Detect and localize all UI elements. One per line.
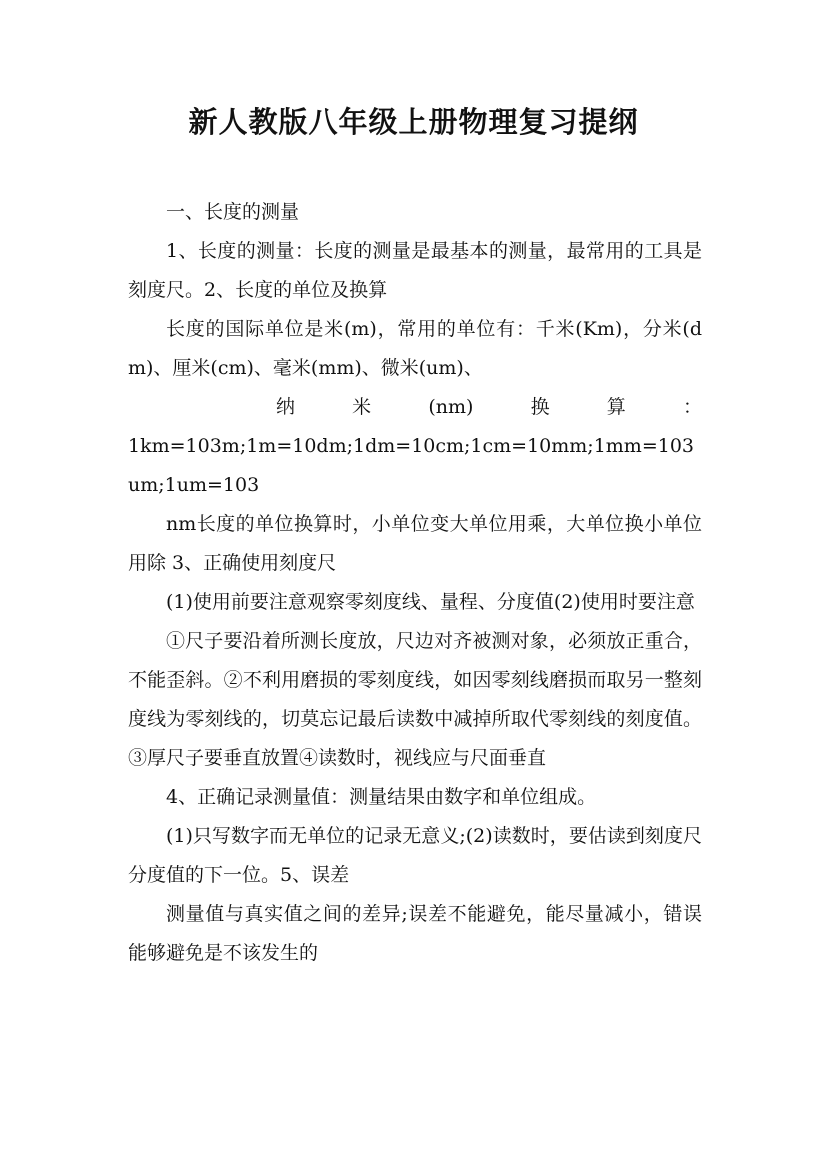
paragraph-usage-notes: ①尺子要沿着所测长度放，尺边对齐被测对象，必须放正重合，不能歪斜。②不利用磨损的零刻度线，如因零刻线磨损而取另一整刻度线为零刻线的，切莫忘记最后读数中减掉所取代零刻线的刻度值。③厚尺子要垂直放置④读数时，视线应与尺面垂直 [128, 630, 702, 769]
paragraph-record-values: 4、正确记录测量值：测量结果由数字和单位组成。 [166, 786, 597, 808]
document-title: 新人教版八年级上册物理复习提纲 [188, 105, 639, 139]
conversion-word-6: ： [682, 396, 702, 418]
paragraph-units: 长度的国际单位是米(m)，常用的单位有：千米(Km)，分米(dm)、厘米(cm)、毫米(mm)、微米(um)、 [128, 318, 702, 379]
conversion-word-5: 算 [606, 396, 626, 418]
paragraph-before-use: (1)使用前要注意观察零刻度线、量程、分度值(2)使用时要注意 [166, 591, 695, 613]
paragraph-conversion-rule: nm长度的单位换算时，小单位变大单位用乘，大单位换小单位用除 3、正确使用刻度尺 [128, 513, 702, 574]
paragraph-conversion [128, 388, 702, 505]
conversion-word-1: 纳 [276, 396, 296, 418]
paragraph-measurement-tool: 1、长度的测量：长度的测量是最基本的测量，最常用的工具是刻度尺。2、长度的单位及换算 [128, 240, 702, 301]
conversion-word-4: 换 [530, 396, 550, 418]
paragraph-error: 测量值与真实值之间的差异;误差不能避免，能尽量减小，错误能够避免是不该发生的 [128, 903, 702, 964]
conversion-heading-line [128, 388, 702, 427]
conversion-word-3: (nm) [428, 396, 474, 418]
conversion-formula: 1km=103m;1m=10dm;1dm=10cm;1cm=10mm;1mm=103um;1um=103 [128, 435, 695, 496]
conversion-word-2: 米 [352, 396, 372, 418]
section-heading-length-measurement: 一、长度的测量 [166, 201, 300, 223]
document-body [128, 193, 702, 973]
paragraph-reading-rules: (1)只写数字而无单位的记录无意义;(2)读数时，要估读到刻度尺分度值的下一位。5、误差 [128, 825, 702, 886]
